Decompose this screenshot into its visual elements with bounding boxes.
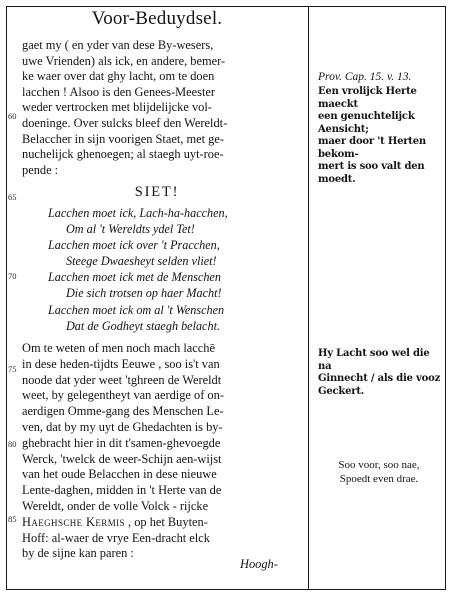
margin-divider-line xyxy=(308,6,309,590)
text-line: by de sijne kan paren : xyxy=(22,546,134,561)
line-number: 65 xyxy=(8,192,17,202)
gloss-line: maer door 't Herten bekom- xyxy=(318,136,426,160)
proverb-line: Soo voor, soo nae, xyxy=(338,459,420,471)
text-line: Om te weten of men noch mach lacchē xyxy=(22,341,216,355)
line-number: 75 xyxy=(8,364,17,374)
gloss-line: moedt. xyxy=(318,173,356,185)
gloss-line: Ginnecht / als die vooz xyxy=(318,373,441,384)
margin-gloss-2 xyxy=(318,348,446,398)
poem-line: Om al 't Wereldts ydel Tet! xyxy=(66,222,195,237)
line-number: 60 xyxy=(8,111,17,121)
text-line: doeninge. Over sulcks bleef den Wereldt- xyxy=(22,115,228,130)
text-line: Hoff: al-waer de vrye Een-dracht elck xyxy=(22,530,210,545)
poem-line: Lacchen moet ick over 't Pracchen, xyxy=(48,238,220,253)
poem-line: Die sich trotsen op haer Macht! xyxy=(66,286,222,301)
margin-proverb xyxy=(312,458,446,486)
text-line: Wereldt, onder de volle Volck - rijcke xyxy=(22,498,209,513)
text-line: weder vertrocken met blijdelijcke vol- xyxy=(22,100,212,115)
kermis-smallcaps: Haeghsche Kermis xyxy=(22,514,125,529)
gloss-line: Geckert. xyxy=(318,385,365,397)
running-header: Voor-Beduydsel. xyxy=(91,8,223,29)
line-number: 80 xyxy=(8,439,17,449)
text-line: ke waer over dat ghy lacht, om te doen xyxy=(22,69,215,84)
text-line: lacchen ! Alsoo is den Genees-Meester xyxy=(22,84,216,99)
gloss-line: Een vrolijck Herte maeckt xyxy=(318,86,417,110)
text-line: in dese heden-tijdts Eeuwe , soo is't van xyxy=(22,356,220,371)
body-paragraph-1 xyxy=(22,38,305,178)
text-line: ghebracht hier in dit t'samen-ghevoegde xyxy=(22,435,221,450)
text-line xyxy=(22,515,305,531)
text-line: noode dat yder weet 'tghreen de Wereldt xyxy=(22,372,222,387)
text-line: gaet my ( en yder van dese By-wesers, xyxy=(22,38,214,52)
proverb-line: Spoedt even drae. xyxy=(339,473,419,485)
gloss-line: mert is soo valt den xyxy=(318,161,425,172)
siet-heading: SIET! xyxy=(134,184,180,200)
text-line: aerdigen Omme-gang des Menschen Le- xyxy=(22,404,224,419)
margin-gloss-1 xyxy=(318,86,446,186)
poem-line: Lacchen moet ick om al 't Wenschen xyxy=(48,302,225,317)
text-fragment: , op het Buyten- xyxy=(124,514,208,529)
body-paragraph-2 xyxy=(22,341,305,562)
poem-line: Dat de Godheyt staegh belacht. xyxy=(66,318,220,333)
line-number: 70 xyxy=(8,271,17,281)
text-line: ven, dat by my uyt de Ghedachten is by- xyxy=(22,419,223,434)
line-number: 85 xyxy=(8,514,17,524)
gloss-line: een genuchtelijck Aensicht; xyxy=(318,111,415,135)
text-line: weet, by gelegentheyt van aerdige of on- xyxy=(22,388,224,403)
text-line: Lente-daghen, midden in 't Herte van de xyxy=(22,483,222,498)
text-line: van het oude Belacchen in dese nieuwe xyxy=(22,467,217,482)
poem-line: Lacchen moet ick, Lach-ha-hacchen, xyxy=(48,206,228,220)
text-line: Belaccher in sijn voorigen Staet, met ge- xyxy=(22,131,224,146)
poem-line: Steege Dwaesheyt selden vliet! xyxy=(66,254,217,269)
text-line: nuchelijck ghenoegen; al staegh uyt-roe- xyxy=(22,147,224,162)
poem-line: Lacchen moet ick met de Menschen xyxy=(48,270,221,285)
gloss-line: Hy Lacht soo wel die na xyxy=(318,348,430,372)
margin-reference: Prov. Cap. 15. v. 13. xyxy=(318,71,412,83)
text-line: Werck, 'twelck de weer-Schijn aen-wijst xyxy=(22,451,222,466)
text-line: pende : xyxy=(22,162,59,177)
text-line: uwe Vrienden) als ick, en andere, bemer- xyxy=(22,53,226,68)
poem xyxy=(48,205,298,334)
catchword: Hoogh- xyxy=(240,557,278,571)
